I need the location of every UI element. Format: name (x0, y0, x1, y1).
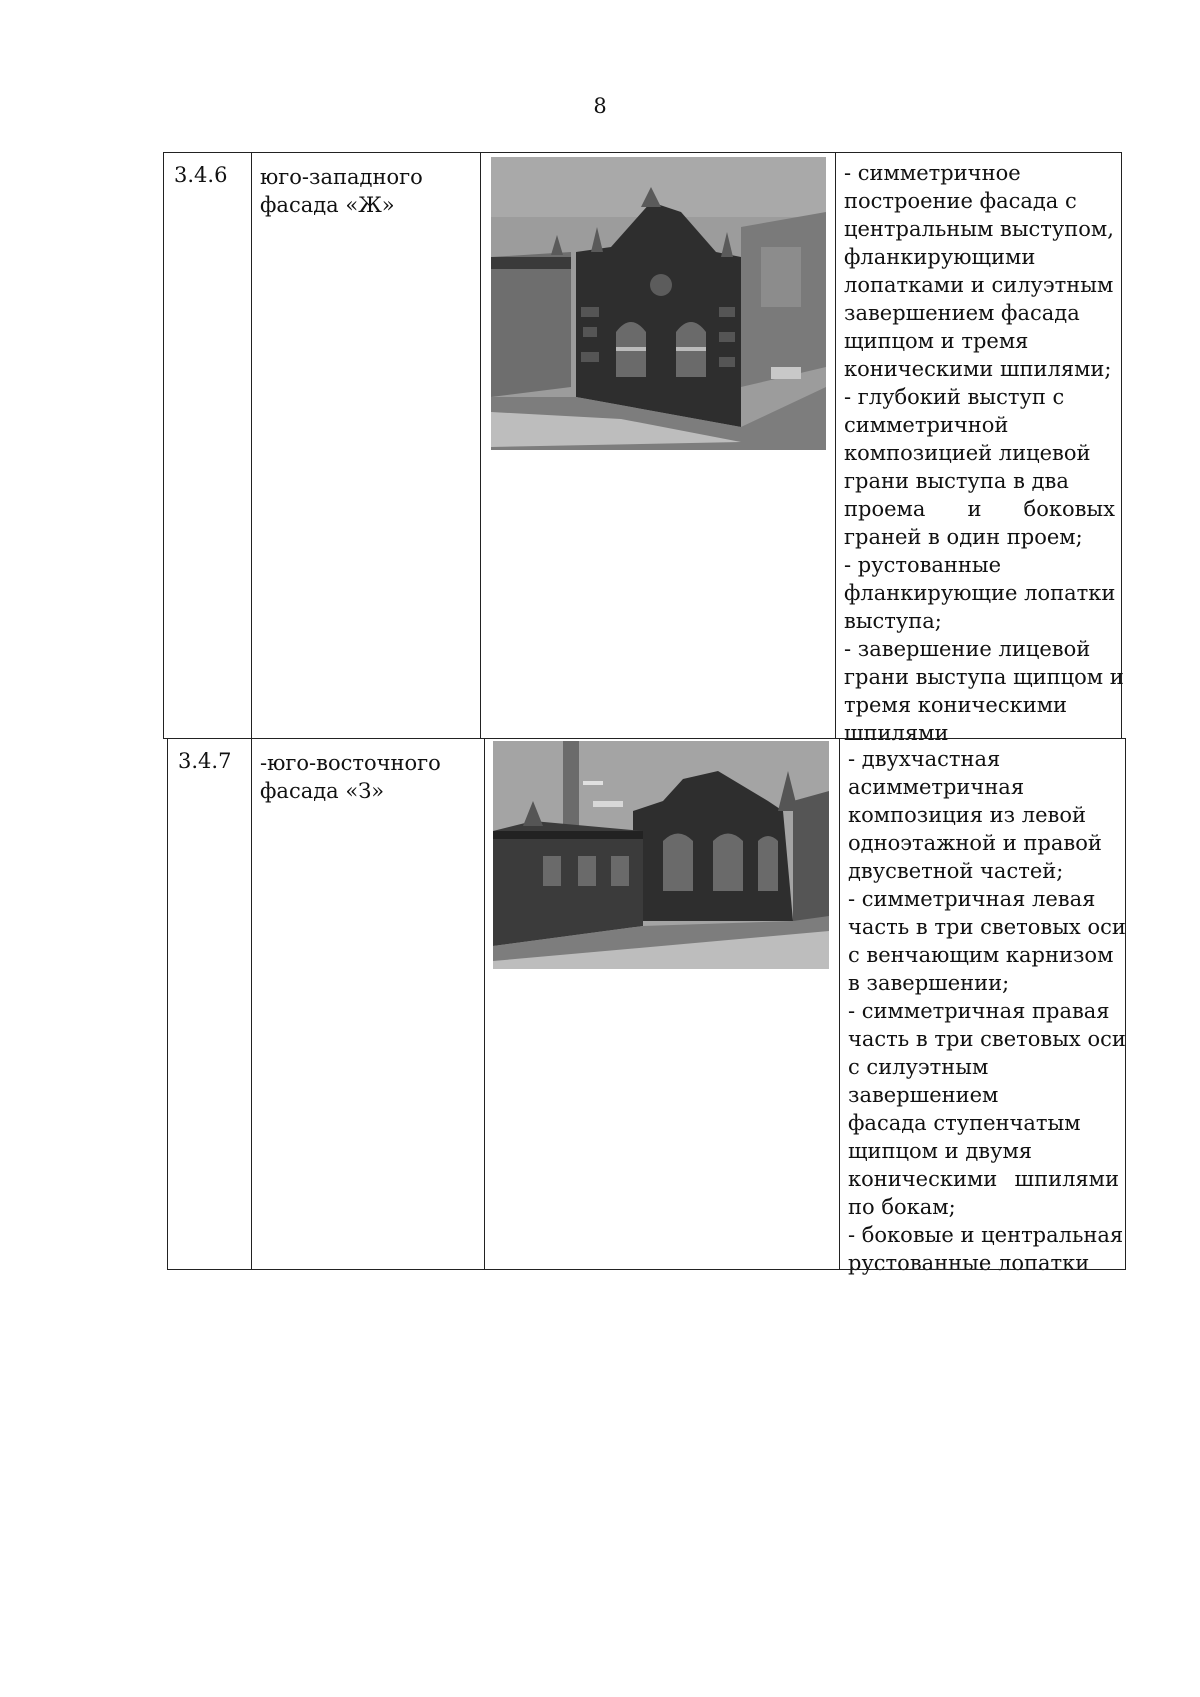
table-bottom-border (167, 1269, 1126, 1270)
row-number: 3.4.7 (178, 749, 232, 773)
description-line: грани выступа щипцом и (844, 665, 1124, 689)
description-line: асимметричная (848, 775, 1025, 799)
description-line: симметричной (844, 413, 1009, 437)
facade-photo (491, 157, 826, 450)
description-line: фланкирующими (844, 245, 1036, 269)
description-line: - боковые и центральная (848, 1223, 1124, 1247)
facade-photo (493, 741, 829, 969)
row-number: 3.4.6 (174, 163, 228, 187)
description-line: композицией лицевой (844, 441, 1091, 465)
description-line: шпилями (844, 721, 949, 745)
description-line: часть в три световых оси (848, 915, 1126, 939)
description-line: - завершение лицевой (844, 637, 1091, 661)
description-cell (835, 153, 1124, 745)
page-number: 8 (593, 94, 607, 118)
description-line: с венчающим карнизом (848, 943, 1114, 967)
description-cell (839, 739, 1126, 1275)
facade-name-line: фасада «З» (260, 779, 385, 803)
facade-name-line: -юго-восточного (260, 751, 441, 775)
description-line: коническими шпилями; (844, 357, 1112, 381)
description-line: коническими шпилями (848, 1167, 1119, 1191)
description-line: - двухчастная (848, 747, 1001, 771)
facade-name-cell (251, 153, 480, 738)
table-row (0, 739, 1200, 1275)
description-line: часть в три световых оси (848, 1027, 1126, 1051)
description (836, 153, 1124, 747)
description-line: - глубокий выступ с (844, 385, 1065, 409)
description-line: построение фасада с (844, 189, 1077, 213)
description-line: одноэтажной и правой (848, 831, 1102, 855)
facade-name-cell (251, 739, 484, 1269)
description-line: рустованные лопатки (848, 1251, 1090, 1275)
row-number-cell (163, 153, 251, 738)
description-line: грани выступа в два (844, 469, 1069, 493)
description-line: центральным выступом, (844, 217, 1114, 241)
description-line: лопатками и силуэтным (844, 273, 1114, 297)
description-line: - симметричная правая (848, 999, 1110, 1023)
description-line: - симметричное (844, 161, 1021, 185)
description-line: по бокам; (848, 1195, 956, 1219)
description (840, 739, 1125, 1277)
photo-cell (484, 739, 839, 1269)
description-line: - рустованные (844, 553, 1002, 577)
description-line: щипцом и двумя (848, 1139, 1033, 1163)
description-line: - симметричная левая (848, 887, 1096, 911)
description-line: граней в один проем; (844, 525, 1083, 549)
description-line: фасада ступенчатым (848, 1111, 1081, 1135)
description-line: проема и боковых (844, 497, 1115, 521)
facade-name-line: юго-западного (260, 165, 423, 189)
description-line: завершением фасада (844, 301, 1080, 325)
description-line: в завершении; (848, 971, 1010, 995)
description-line: фланкирующие лопатки (844, 581, 1116, 605)
description-line: выступа; (844, 609, 942, 633)
facade-name-line: фасада «Ж» (260, 193, 395, 217)
facade-name (252, 153, 480, 219)
photo-cell (480, 153, 835, 738)
description-line: тремя коническими (844, 693, 1068, 717)
description-line: композиция из левой (848, 803, 1086, 827)
description-line: с силуэтным (848, 1055, 989, 1079)
row-number-cell (167, 739, 251, 1269)
description-line: двусветной частей; (848, 859, 1064, 883)
facade-name (252, 739, 484, 805)
description-line: щипцом и тремя (844, 329, 1029, 353)
table-row (0, 153, 1200, 745)
description-line: завершением (848, 1083, 999, 1107)
